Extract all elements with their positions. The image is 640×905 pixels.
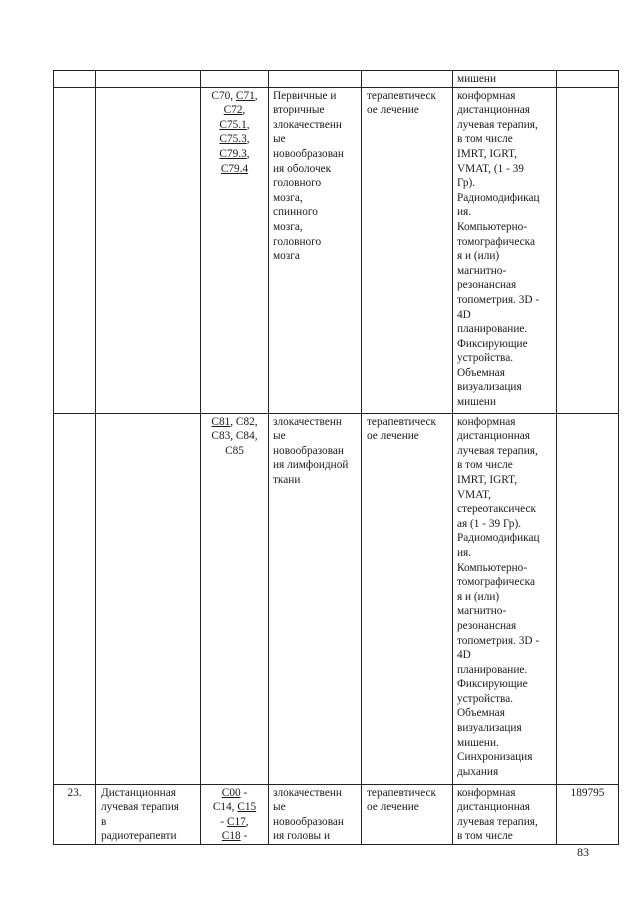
cell-text-line: визуализация: [457, 722, 522, 735]
cell-text-line: головного: [273, 177, 322, 190]
diagnosis-cell: [269, 784, 362, 844]
cell-text-line: новообразован: [273, 815, 344, 828]
cell-text-line: вторичные: [273, 104, 325, 117]
cell-text-line: мозга,: [273, 220, 303, 233]
cell-text-line: терапевтическ: [367, 415, 437, 428]
cell-text-line: мозга,: [273, 191, 303, 204]
cell-text-line: ия.: [457, 206, 472, 219]
cell-text-line: лучевая терапия,: [457, 444, 538, 457]
cell-text-line: мишени: [457, 396, 496, 409]
table-row: [54, 413, 619, 784]
cell-text-line: Радиомодификац: [457, 532, 540, 545]
page-number: 83: [577, 845, 589, 859]
cost-cell: [557, 784, 619, 844]
method-cell: [96, 71, 201, 88]
cell-text-line: 4D: [457, 649, 471, 662]
cell-text-line: 4D: [457, 308, 471, 321]
cell-text-line: новообразован: [273, 444, 344, 457]
cell-text-line: C75.1,: [219, 118, 250, 131]
cell-text-line: IMRT, IGRT,: [457, 473, 518, 486]
cell-text-line: Компьютерно-: [457, 561, 528, 574]
row-number-cell: [54, 87, 96, 413]
diagnosis-cell: [269, 413, 362, 784]
cell-text-line: дыхания: [457, 765, 499, 778]
cell-text-line: в том числе: [457, 133, 513, 146]
cell-text-line: визуализация: [457, 381, 522, 394]
cell-text-line: ия лимфоидной: [273, 459, 349, 472]
cell-text-line: C75.3,: [219, 133, 250, 146]
cell-text-line: Первичные и: [273, 89, 337, 102]
treatment-type-cell: [362, 784, 453, 844]
method-details-cell: [453, 87, 557, 413]
cell-text-line: ая (1 - 39 Гр).: [457, 517, 522, 530]
cell-text-line: Компьютерно-: [457, 220, 528, 233]
cell-text-line: в: [101, 815, 107, 828]
cell-text-line: C85: [225, 444, 244, 457]
cell-text-line: магнитно-: [457, 605, 507, 618]
cell-text-line: я и (или): [457, 250, 500, 263]
cell-text-line: C81, C82,: [211, 415, 258, 428]
cell-text-line: Гр).: [457, 177, 476, 190]
cell-text-line: в том числе: [457, 830, 513, 843]
cell-text-line: ткани: [273, 473, 301, 486]
cell-text-line: дистанционная: [457, 104, 530, 117]
method-cell: [96, 87, 201, 413]
cell-text-line: головного: [273, 235, 322, 248]
cell-text-line: резонансная: [457, 279, 517, 292]
cell-text-line: ия оболочек: [273, 162, 332, 175]
cell-text-line: лучевая терапия,: [457, 118, 538, 131]
cell-text-line: ое лечение: [367, 104, 419, 117]
cell-text-line: Фиксирующие: [457, 678, 528, 691]
cell-text-line: Синхронизация: [457, 751, 533, 764]
cell-text-line: ые: [273, 801, 286, 814]
cell-text-line: C18 -: [221, 830, 248, 843]
icd-codes-cell: [201, 87, 269, 413]
method-cell: [96, 784, 201, 844]
icd-codes-cell: [201, 413, 269, 784]
cell-text-line: устройства.: [457, 352, 514, 365]
treatment-type-cell: [362, 87, 453, 413]
table-row: [54, 784, 619, 844]
diagnosis-cell: [269, 71, 362, 88]
row-number-cell: [54, 784, 96, 844]
cell-text-line: ия.: [457, 546, 472, 559]
cell-text-line: топометрия. 3D -: [457, 293, 540, 306]
method-details-cell: [453, 413, 557, 784]
cell-text-line: новообразован: [273, 147, 344, 160]
cell-text-line: ые: [273, 133, 286, 146]
cell-text-line: дистанционная: [457, 430, 530, 443]
cell-text-line: я и (или): [457, 590, 500, 603]
cell-text-line: терапевтическ: [367, 89, 437, 102]
cell-text-line: 189795: [570, 786, 605, 799]
medical-care-table: [53, 70, 619, 845]
cell-text-line: конформная: [457, 89, 516, 102]
cell-text-line: магнитно-: [457, 264, 507, 277]
icd-codes-cell: [201, 784, 269, 844]
cell-text-line: конформная: [457, 786, 516, 799]
cell-text-line: радиотерапевти: [101, 830, 177, 843]
treatment-type-cell: [362, 413, 453, 784]
cell-text-line: стереотаксическ: [457, 503, 536, 516]
cell-text-line: VMAT,: [457, 488, 491, 501]
cell-text-line: C00 -: [221, 786, 248, 799]
cost-cell: [557, 87, 619, 413]
cell-text-line: конформная: [457, 415, 516, 428]
row-number-cell: [54, 413, 96, 784]
cell-text-line: лучевая терапия: [101, 801, 179, 814]
table-row: [54, 87, 619, 413]
cell-text-line: Дистанционная: [101, 786, 176, 799]
cell-text-line: в том числе: [457, 459, 513, 472]
cell-text-line: ия головы и: [273, 830, 330, 843]
method-cell: [96, 413, 201, 784]
cell-text-line: планирование.: [457, 663, 528, 676]
cell-text-line: 23.: [67, 786, 82, 799]
row-number-cell: [54, 71, 96, 88]
treatment-type-cell: [362, 71, 453, 88]
cell-text-line: C83, C84,: [211, 430, 258, 443]
method-details-cell: [453, 784, 557, 844]
cell-text-line: IMRT, IGRT,: [457, 147, 518, 160]
cell-text-line: ое лечение: [367, 430, 419, 443]
cell-text-line: томографическа: [457, 235, 536, 248]
cell-text-line: резонансная: [457, 619, 517, 632]
cell-text-line: топометрия. 3D -: [457, 634, 540, 647]
cell-text-line: C79.3,: [219, 147, 250, 160]
cell-text-line: C79.4: [220, 162, 249, 175]
cell-text-line: лучевая терапия,: [457, 815, 538, 828]
cell-text-line: спинного: [273, 206, 318, 219]
cell-text-line: устройства.: [457, 692, 514, 705]
cell-text-line: злокачественн: [273, 118, 342, 131]
cell-text-line: Фиксирующие: [457, 337, 528, 350]
icd-codes-cell: [201, 71, 269, 88]
cell-text-line: терапевтическ: [367, 786, 437, 799]
cell-text-line: злокачественн: [273, 415, 342, 428]
cell-text-line: Объемная: [457, 707, 505, 720]
cell-text-line: мишени: [457, 73, 496, 85]
cost-cell: [557, 413, 619, 784]
cell-text-line: мозга: [273, 250, 300, 263]
cell-text-line: C72,: [223, 104, 246, 117]
table-row: [54, 71, 619, 88]
cell-text-line: C14, C15: [212, 801, 257, 814]
cell-text-line: мишени.: [457, 736, 499, 749]
cost-cell: [557, 71, 619, 88]
cell-text-line: злокачественн: [273, 786, 342, 799]
cell-text-line: VMAT, (1 - 39: [457, 162, 524, 175]
cell-text-line: планирование.: [457, 323, 528, 336]
cell-text-line: ое лечение: [367, 801, 419, 814]
diagnosis-cell: [269, 87, 362, 413]
cell-text-line: Объемная: [457, 366, 505, 379]
cell-text-line: - C17,: [220, 815, 249, 828]
cell-text-line: томографическа: [457, 576, 536, 589]
cell-text-line: дистанционная: [457, 801, 530, 814]
cell-text-line: ые: [273, 430, 286, 443]
cell-text-line: C70, C71,: [211, 89, 258, 102]
method-details-cell: [453, 71, 557, 88]
cell-text-line: Радиомодификац: [457, 191, 540, 204]
